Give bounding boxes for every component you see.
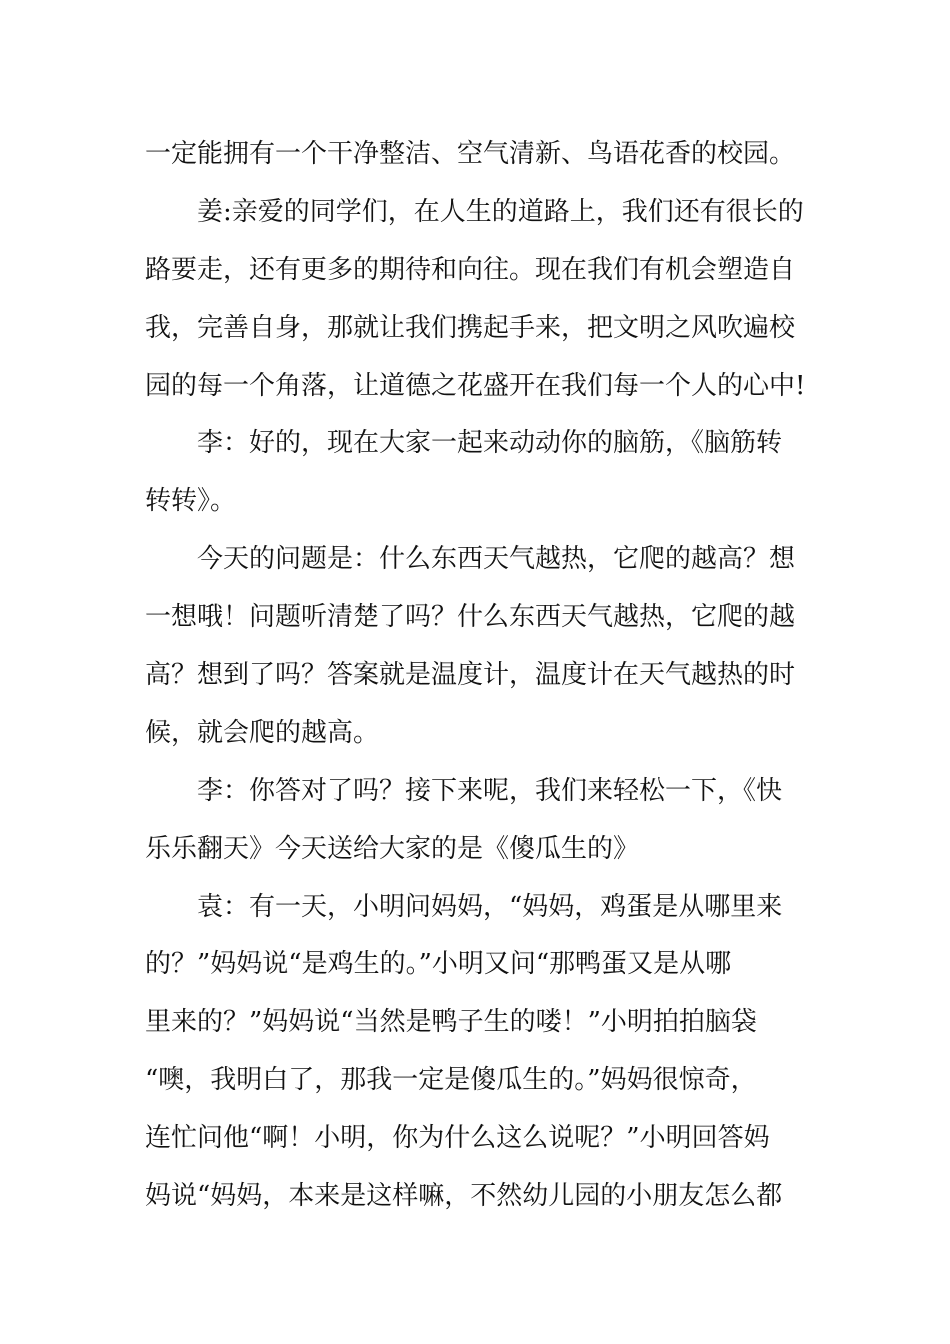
text-line: 李：你答对了吗？接下来呢，我们来轻松一下，《快 [197,775,783,806]
text-line: 里来的？”妈妈说“当然是鸭子生的喽！”小明拍拍脑袋 [145,1007,757,1038]
text-line: “噢，我明白了，那我一定是傻瓜生的。”妈妈很惊奇， [145,1065,757,1096]
text-line: 我，完善自身，那就让我们携起手来，把文明之风吹遍校 [145,312,796,343]
text-line: 姜:亲爱的同学们，在人生的道路上，我们还有很长的 [197,196,804,227]
text-line: 一想哦！问题听清楚了吗？什么东西天气越热，它爬的越 [145,602,796,633]
text-line: 高？想到了吗？答案就是温度计，温度计在天气越热的时 [145,660,796,691]
text-line: 李：好的，现在大家一起来动动你的脑筋，《脑筋转 [197,428,783,459]
text-line: 园的每一个角落，让道德之花盛开在我们每一个人的心中! [145,370,806,401]
text-line: 一定能拥有一个干净整洁、空气清新、鸟语花香的校园。 [145,139,796,169]
text-line: 连忙问他“啊！小明，你为什么这么说呢？”小明回答妈 [145,1123,770,1154]
text-line: 妈说“妈妈，本来是这样嘛，不然幼儿园的小朋友怎么都 [145,1181,783,1212]
text-line: 转转》。 [145,486,237,517]
text-line: 候，就会爬的越高。 [145,717,380,748]
text-line: 袁：有一天，小明问妈妈，“妈妈，鸡蛋是从哪里来 [197,891,783,922]
text-line: 路要走，还有更多的期待和向往。现在我们有机会塑造自 [145,254,796,285]
text-line: 今天的问题是：什么东西天气越热，它爬的越高？想 [197,544,796,575]
document-body [145,126,810,1226]
text-line: 的？”妈妈说“是鸡生的。”小明又问“那鸭蛋又是从哪 [145,949,732,980]
text-line: 乐乐翻天》今天送给大家的是《傻瓜生的》 [145,833,640,864]
